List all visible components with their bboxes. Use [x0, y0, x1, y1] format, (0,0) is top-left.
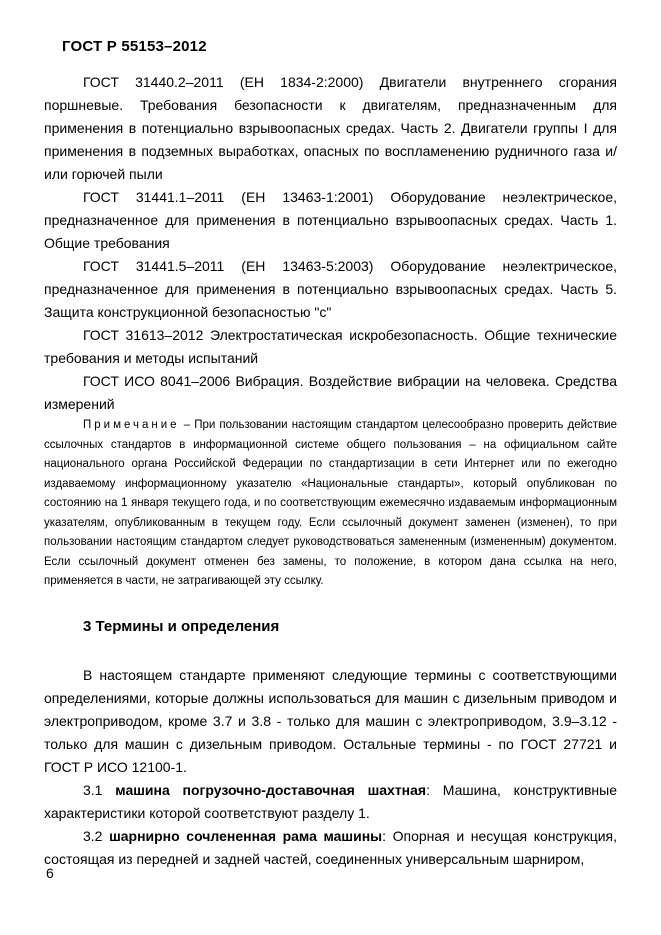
term-number: 3.1	[83, 781, 103, 798]
section-intro-paragraph: В настоящем стандарте применяют следующие термины с соответствующими определениями, которые должны использоваться для машин с дизельным приводом и электроприводом, кроме 3.7 и 3.8 - только для машин с электроприводом, 3.9–3.12 - только для машин с дизельным приводом. Остальные термины - по ГОСТ 27721 и ГОСТ Р ИСО 12100-1.	[44, 666, 617, 775]
term-number: 3.2	[83, 827, 103, 844]
note-text: – При пользовании настоящим стандартом целесообразно проверить действие ссылочных стандартов в информационной системе общего пользования – на официальном сайте национального органа Российской Федерации по стандартизации в сети Интернет или по ежегодно издаваемому информационному указателю «Национальные стандарты», который опубликован по состоянию на 1 января текущего года, и по соответствующим ежемесячно издаваемым информационным указателям, опубликованным в текущем году. Если ссылочный документ заменен (изменен), то при пользовании настоящим стандартом следует руководствоваться замененным (измененным) документом. Если ссылочный документ отменен без замены, то положение, в котором дана ссылка на него, применяется в части, не затрагивающей эту ссылку.	[44, 419, 617, 587]
reference-paragraph: ГОСТ 31441.1–2011 (ЕН 13463-1:2001) Оборудование неэлектрическое, предназначенное для применения в потенциально взрывоопасных средах. Часть 1. Общие требования	[44, 189, 617, 251]
term-name: шарнирно сочлененная рама машины	[109, 827, 383, 844]
term-name: машина погрузочно-доставочная шахтная	[115, 781, 427, 798]
page-number: 6	[46, 865, 54, 881]
term-definition: : Машина, конструктивные характеристики которой соответствуют разделу 1.	[44, 781, 618, 821]
note-label: Примечание	[83, 419, 180, 431]
term-item	[44, 779, 617, 825]
reference-paragraph: ГОСТ ИСО 8041–2006 Вибрация. Воздействие вибрации на человека. Средства измерений	[44, 373, 617, 412]
standard-number: ГОСТ Р 55153–2012	[62, 38, 207, 55]
term-item	[44, 825, 617, 871]
term-definition: : Опорная и несущая конструкция, состоящая из передней и задней частей, соединенных универсальным шарниром,	[44, 827, 618, 867]
note-paragraph	[44, 416, 617, 592]
references-section	[44, 71, 617, 416]
document-header	[62, 38, 617, 56]
reference-paragraph: ГОСТ 31613–2012 Электростатическая искробезопасность. Общие технические требования и методы испытаний	[44, 327, 617, 366]
reference-paragraph: ГОСТ 31441.5–2011 (ЕН 13463-5:2003) Оборудование неэлектрическое, предназначенное для применения в потенциально взрывоопасных средах. Часть 5. Защита конструкционной безопасностью "с"	[44, 258, 617, 320]
reference-paragraph: ГОСТ 31440.2–2011 (ЕН 1834-2:2000) Двигатели внутреннего сгорания поршневые. Требования безопасности к двигателям, предназначенным для применения в потенциально взрывоопасных средах. Часть 2. Двигатели группы I для применения в подземных выработках, опасных по воспламенению рудничного газа и/или горючей пыли	[44, 74, 617, 182]
section-heading: 3 Термины и определения	[83, 617, 280, 635]
